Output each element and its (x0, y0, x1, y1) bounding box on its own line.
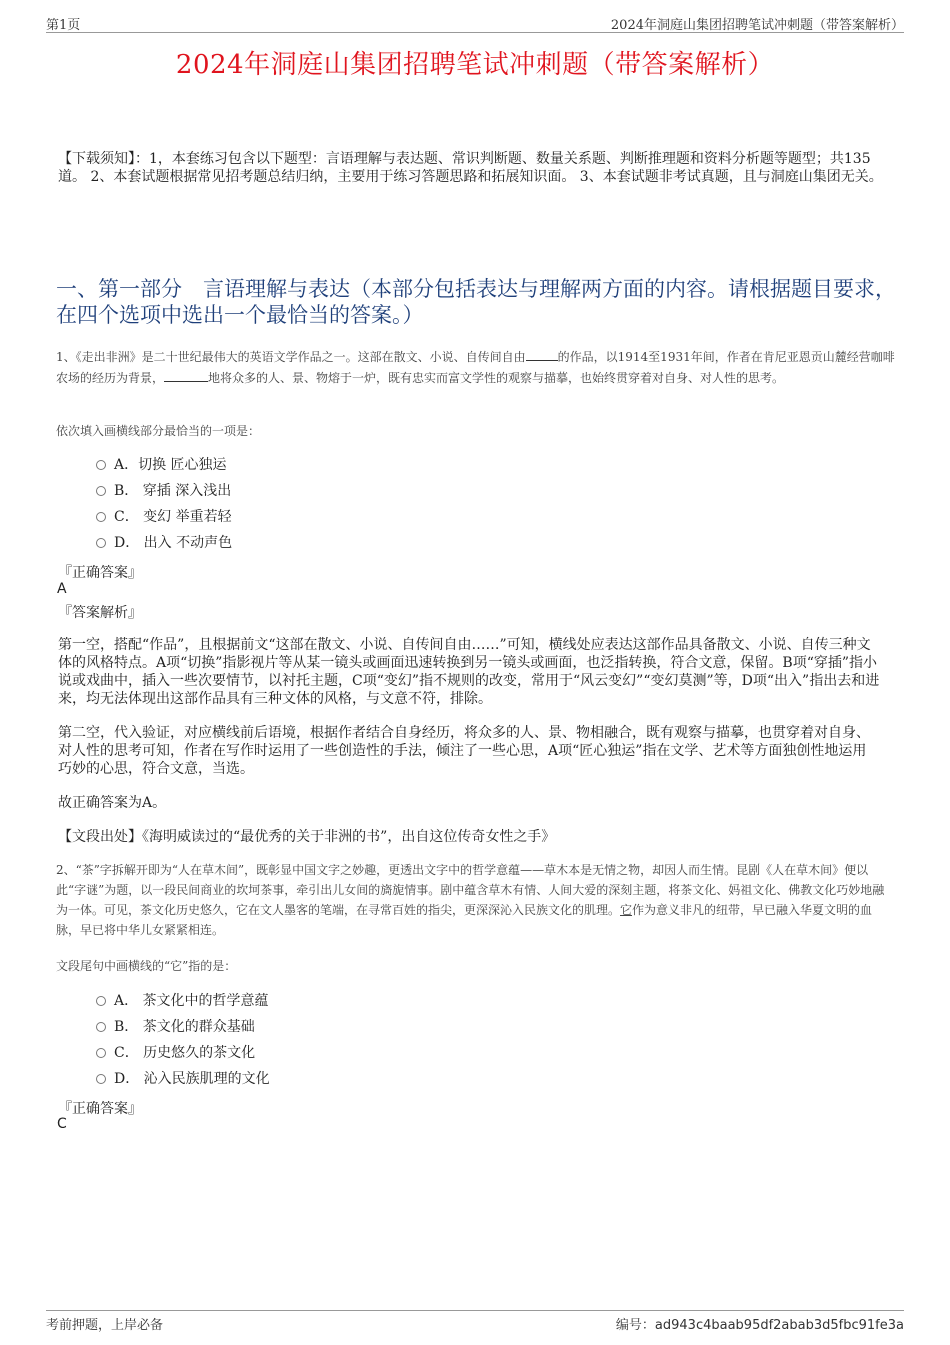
question-1-analysis-2: 第二空，代入验证，对应横线前后语境，根据作者结合自身经历，将众多的人、景、物相融合，既有观察与描摹，也贯穿着对自身、对人性的思考可知，作者在写作时运用了一些创造性的手法，倾注了一些心思，A项“匠心独运”指在文学、艺术等方面独创性地运用巧妙的心思，符合文意，当选。 (58, 725, 870, 777)
option-label: A．切换 匠心独运 (114, 457, 227, 473)
option-label: D． 沁入民族肌理的文化 (114, 1071, 270, 1087)
radio-icon[interactable] (96, 1074, 106, 1084)
question-1-source: 【文段出处】《海明威读过的“最优秀的关于非洲的书”，出自这位传奇女性之手》 (58, 829, 556, 845)
question-1-option-a[interactable] (96, 452, 232, 478)
question-1-answer-label: 『正确答案』 (58, 565, 142, 581)
question-1-analysis-label: 『答案解析』 (58, 605, 142, 621)
footer-divider (46, 1310, 904, 1311)
question-2-prompt: 文段尾句中画横线的“它”指的是： (56, 959, 237, 973)
question-1-options (96, 452, 232, 556)
question-1-option-d[interactable] (96, 530, 232, 556)
option-label: B． 穿插 深入浅出 (114, 483, 232, 499)
question-1-text-b: 的作品，以1914至1931年间，作者在肯尼亚恩贡山麓经营咖啡农场的经历为背景， (56, 350, 895, 385)
question-2-option-d[interactable] (96, 1066, 270, 1092)
question-2-stem (56, 860, 896, 940)
question-2-text-b: 作为意义非凡的纽带，早已融入华夏文明的血脉，早已将中华儿女紧紧相连。 (56, 903, 873, 937)
question-1-conclusion: 故正确答案为A。 (58, 795, 167, 811)
question-1-stem (56, 346, 896, 388)
radio-icon[interactable] (96, 486, 106, 496)
page-header (46, 14, 904, 33)
question-2-option-b[interactable] (96, 1014, 270, 1040)
radio-icon[interactable] (96, 1022, 106, 1032)
radio-icon[interactable] (96, 1048, 106, 1058)
footer-slogan: 考前押题，上岸必备 (46, 1318, 164, 1333)
question-1-blank-2 (164, 367, 208, 382)
question-2-option-c[interactable] (96, 1040, 270, 1066)
option-label: A． 茶文化中的哲学意蕴 (114, 993, 269, 1009)
question-2-answer-label: 『正确答案』 (58, 1101, 142, 1117)
question-1-blank-1 (526, 346, 558, 361)
document-title: 2024年洞庭山集团招聘笔试冲刺题（带答案解析） (175, 50, 775, 80)
question-2-options (96, 988, 270, 1092)
page-number: 第1页 (46, 18, 81, 33)
question-2-underlined-word: 它 (620, 903, 633, 917)
radio-icon[interactable] (96, 460, 106, 470)
option-label: B． 茶文化的群众基础 (114, 1019, 255, 1035)
question-2-text-a: 2、“茶”字拆解开即为“人在草木间”，既彰显中国文字之妙趣，更透出文字中的哲学意蕴——草木本是无情之物，却因人而生情。昆剧《人在草木间》便以此“字谜”为题，以一段民间商业的坎坷茶事，牵引出儿女间的旖旎情事。剧中蕴含草木有情、人间大爱的深刻主题，将茶文化、妈祖文化、佛教文化巧妙地融为一体。可见，茶文化历史悠久，它在文人墨客的笔端，在寻常百姓的指尖，更深深沁入民族文化的肌理。 (56, 863, 885, 917)
question-2-option-a[interactable] (96, 988, 270, 1014)
section-title: 一、第一部分 言语理解与表达（本部分包括表达与理解两方面的内容。请根据题目要求，在四个选项中选出一个最恰当的答案。） (56, 277, 896, 327)
radio-icon[interactable] (96, 996, 106, 1006)
question-1-answer: A (57, 581, 67, 597)
question-1-prompt: 依次填入画横线部分最恰当的一项是： (56, 424, 261, 438)
header-doc-title: 2024年洞庭山集团招聘笔试冲刺题（带答案解析） (610, 18, 904, 33)
option-label: C． 历史悠久的茶文化 (114, 1045, 256, 1061)
question-1-text-a: 1、《走出非洲》是二十世纪最伟大的英语文学作品之一。这部在散文、小说、自传间自由 (56, 350, 526, 364)
footer-code (616, 1314, 904, 1333)
question-1-text-c: 地将众多的人、景、物熔于一炉，既有忠实而富文学性的观察与描摹，也始终贯穿着对自身、对人性的思考。 (208, 371, 785, 385)
footer-code-label: 编号： (615, 1318, 655, 1333)
radio-icon[interactable] (96, 538, 106, 548)
question-1-analysis-1: 第一空，搭配“作品”，且根据前文“这部在散文、小说、自传间自由……”可知，横线处应表达这部作品具备散文、小说、自传三种文体的风格特点。A项“切换”指影视片等从某一镜头或画面迅速转换到另一镜头或画面，也泛指转换，符合文意，保留。B项“穿插”指小说或戏曲中，插入一些次要情节，以衬托主题，C项“变幻”指不规则的改变，常用于“风云变幻”“变幻莫测”等，D项“出入”指出去和进来，均无法体现出这部作品具有三种文体的风格，与文意不符，排除。 (58, 637, 880, 707)
question-1-option-b[interactable] (96, 478, 232, 504)
option-label: D． 出入 不动声色 (114, 535, 233, 551)
option-label: C． 变幻 举重若轻 (114, 509, 232, 525)
question-2-answer: C (57, 1116, 67, 1132)
radio-icon[interactable] (96, 512, 106, 522)
download-notice: 【下载须知】：1，本套练习包含以下题型：言语理解与表达题、常识判断题、数量关系题、判断推理题和资料分析题等题型；共135道。 2、本套试题根据常见招考题总结归纳，主要用于练习答题思路和拓展知识面。 3、本套试题非考试真题，且与洞庭山集团无关。 (58, 151, 883, 185)
question-1-option-c[interactable] (96, 504, 232, 530)
footer-code-value: ad943c4baab95df2abab3d5fbc91fe3a (654, 1318, 904, 1333)
